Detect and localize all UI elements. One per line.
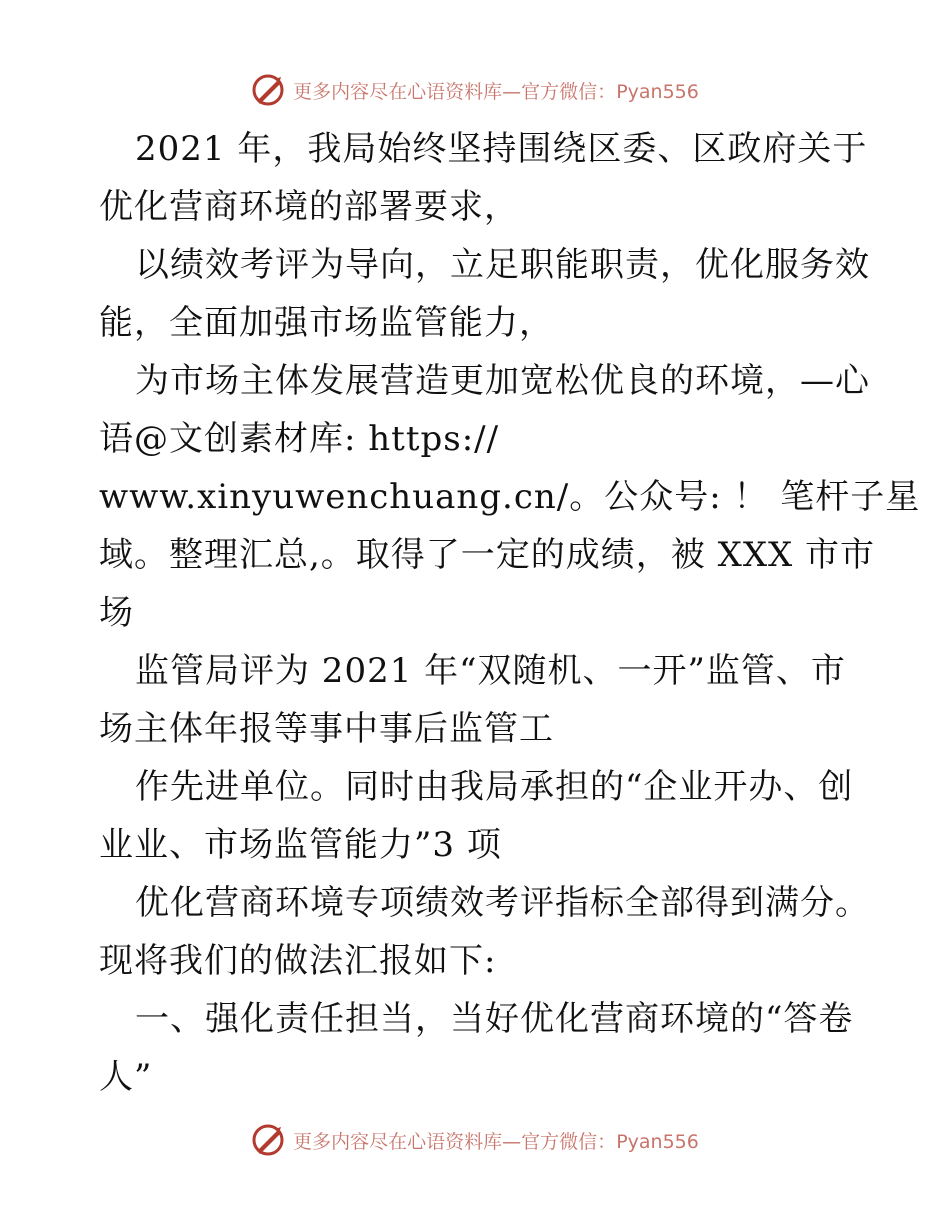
body-line: 现将我们的做法汇报如下: [99, 941, 497, 981]
header-banner-title: 更多内容尽在心语资料库 [293, 80, 503, 103]
footer-banner [0, 1120, 950, 1160]
footer-banner-title: 更多内容尽在心语资料库 [293, 1130, 503, 1153]
body-line: 以绩效考评为导向，立足职能职责，优化服务效 [135, 245, 870, 285]
footer-banner-wechat-id: Pyan556 [616, 1130, 699, 1153]
header-banner-wechat-id: Pyan556 [616, 80, 699, 103]
body-line: 业业、市场监管能力”3 项 [99, 825, 502, 865]
header-banner-text [293, 77, 699, 104]
body-line: 域。整理汇总,。取得了一定的成绩，被 XXX 市市 [99, 535, 876, 575]
header-banner-wechat-label: 官方微信： [521, 80, 617, 103]
quill-pen-logo-icon [251, 73, 285, 107]
document-body [99, 120, 921, 1106]
footer-banner-text [293, 1127, 699, 1154]
body-line: 优化营商环境的部署要求， [99, 187, 519, 227]
body-line: 2021 年，我局始终坚持围绕区委、区政府关于 [135, 129, 868, 169]
quill-pen-logo-icon [251, 1123, 285, 1157]
body-line: 作先进单位。同时由我局承担的“企业开办、创 [135, 767, 854, 807]
header-banner-separator: — [502, 80, 522, 103]
body-line: www.xinyuwenchuang.cn/。公众号: ！ 笔杆子星 [99, 477, 921, 517]
body-line: 能，全面加强市场监管能力， [99, 303, 554, 343]
body-line: 语@文创素材库: https:// [99, 419, 500, 459]
body-line: 场主体年报等事中事后监管工 [99, 709, 554, 749]
header-banner [0, 70, 950, 110]
body-line: 为市场主体发展营造更加宽松优良的环境，—心 [135, 361, 870, 401]
body-line: 一、强化责任担当，当好优化营商环境的“答卷 [135, 999, 854, 1039]
footer-banner-separator: — [502, 1130, 522, 1153]
footer-banner-wechat-label: 官方微信： [521, 1130, 617, 1153]
body-line: 监管局评为 2021 年“双随机、一开”监管、市 [135, 651, 846, 691]
body-line: 优化营商环境专项绩效考评指标全部得到满分。 [135, 883, 870, 923]
body-line: 人” [99, 1057, 153, 1097]
body-line: 场 [99, 593, 134, 633]
